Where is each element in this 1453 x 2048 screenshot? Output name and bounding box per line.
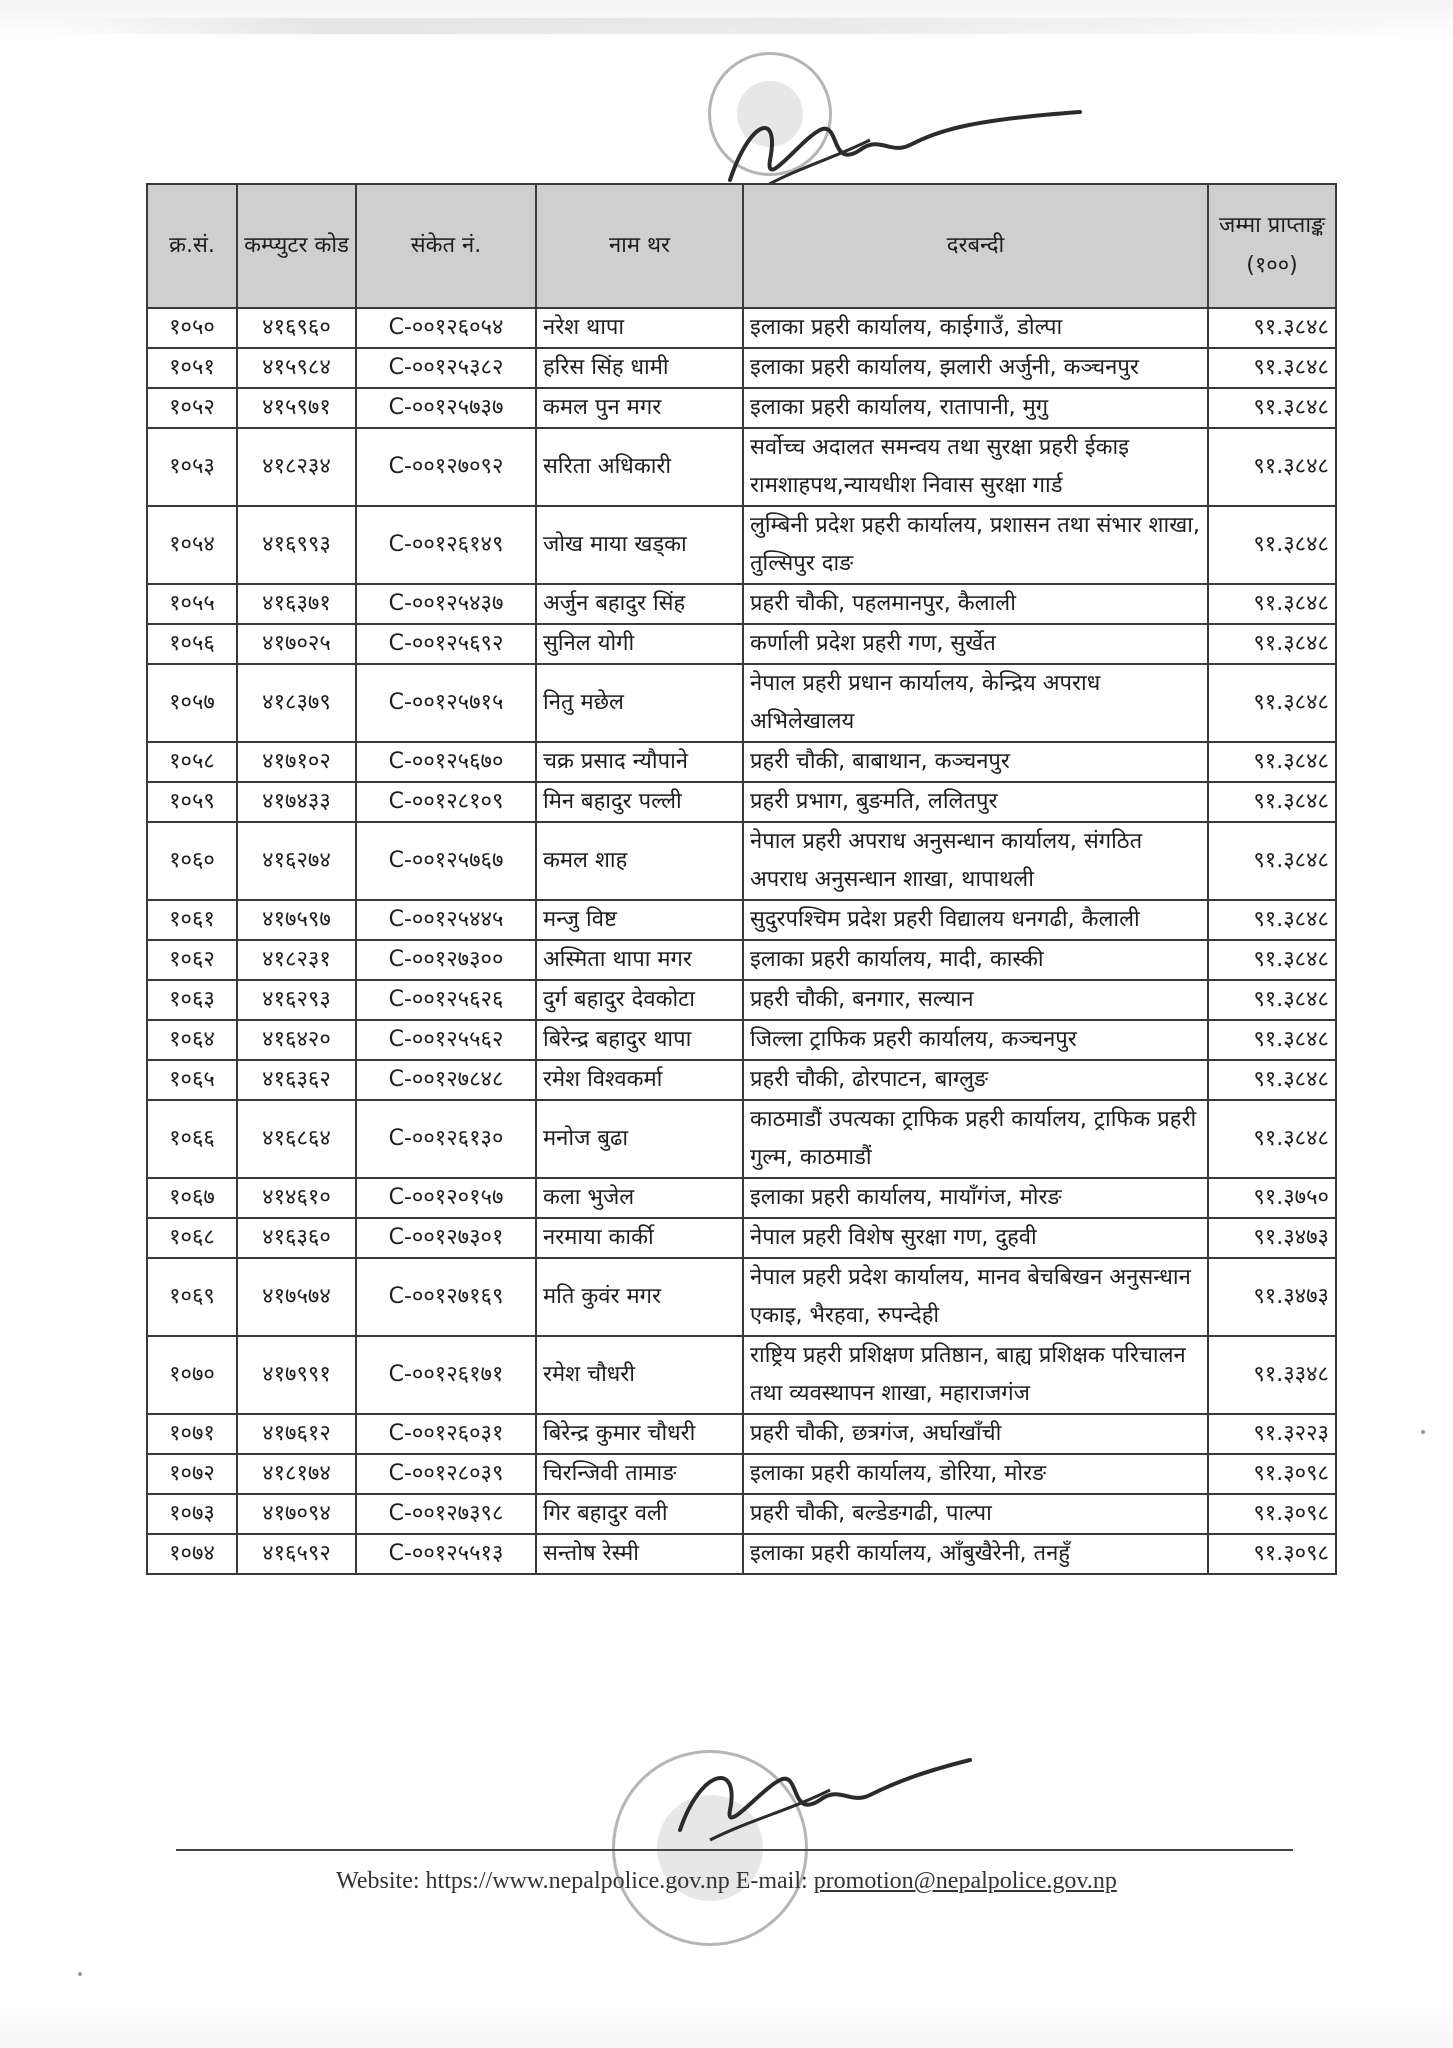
cell-computer-code: ४१८३७९ bbox=[237, 664, 356, 742]
cell-name: हरिस सिंह धामी bbox=[536, 348, 743, 388]
table-header-row bbox=[147, 184, 1336, 308]
cell-posting: इलाका प्रहरी कार्यालय, मायाँगंज, मोरङ bbox=[743, 1178, 1208, 1218]
cell-score: ९१.३८४८ bbox=[1208, 308, 1336, 348]
cell-symbol-no: C-००१२८१०९ bbox=[356, 782, 536, 822]
cell-posting: सुदुरपश्चिम प्रदेश प्रहरी विद्यालय धनगढी, कैलाली bbox=[743, 900, 1208, 940]
cell-serial: १०६४ bbox=[147, 1020, 237, 1060]
cell-symbol-no: C-००१२७०९२ bbox=[356, 428, 536, 506]
cell-computer-code: ४१८२३४ bbox=[237, 428, 356, 506]
cell-computer-code: ४१७१०२ bbox=[237, 742, 356, 782]
table-row bbox=[147, 1494, 1336, 1534]
footer bbox=[0, 1868, 1453, 1895]
cell-serial: १०५५ bbox=[147, 584, 237, 624]
cell-posting: प्रहरी चौकी, बल्डेङगढी, पाल्पा bbox=[743, 1494, 1208, 1534]
table-row bbox=[147, 1534, 1336, 1574]
cell-name: रमेश विश्वकर्मा bbox=[536, 1060, 743, 1100]
table-row bbox=[147, 742, 1336, 782]
cell-computer-code: ४१६५९२ bbox=[237, 1534, 356, 1574]
footer-email-link[interactable]: promotion@nepalpolice.gov.np bbox=[813, 1868, 1117, 1894]
cell-symbol-no: C-००१२०१५७ bbox=[356, 1178, 536, 1218]
cell-score: ९१.३८४८ bbox=[1208, 388, 1336, 428]
cell-posting: लुम्बिनी प्रदेश प्रहरी कार्यालय, प्रशासन तथा संभार शाखा, तुल्सिपुर दाङ bbox=[743, 506, 1208, 584]
table-row bbox=[147, 1100, 1336, 1178]
cell-score: ९१.३८४८ bbox=[1208, 900, 1336, 940]
header-posting: दरबन्दी bbox=[743, 184, 1208, 308]
cell-score: ९१.३८४८ bbox=[1208, 624, 1336, 664]
table-row bbox=[147, 1336, 1336, 1414]
header-total-marks: जम्मा प्राप्ताङ्क (१००) bbox=[1208, 184, 1336, 308]
cell-symbol-no: C-००१२७१६९ bbox=[356, 1258, 536, 1336]
cell-name: सुनिल योगी bbox=[536, 624, 743, 664]
cell-name: जोख माया खड्का bbox=[536, 506, 743, 584]
cell-score: ९१.३०९८ bbox=[1208, 1494, 1336, 1534]
cell-name: कमल पुन मगर bbox=[536, 388, 743, 428]
cell-posting: इलाका प्रहरी कार्यालय, रातापानी, मुगु bbox=[743, 388, 1208, 428]
cell-posting: नेपाल प्रहरी अपराध अनुसन्धान कार्यालय, संगठित अपराध अनुसन्धान शाखा, थापाथली bbox=[743, 822, 1208, 900]
table-row bbox=[147, 624, 1336, 664]
table-row bbox=[147, 388, 1336, 428]
table-row bbox=[147, 900, 1336, 940]
cell-computer-code: ४१६३७१ bbox=[237, 584, 356, 624]
cell-name: सरिता अधिकारी bbox=[536, 428, 743, 506]
cell-score: ९१.३८४८ bbox=[1208, 980, 1336, 1020]
cell-posting: नेपाल प्रहरी विशेष सुरक्षा गण, दुहवी bbox=[743, 1218, 1208, 1258]
cell-serial: १०७३ bbox=[147, 1494, 237, 1534]
cell-symbol-no: C-००१२७३०१ bbox=[356, 1218, 536, 1258]
cell-symbol-no: C-००१२७३९८ bbox=[356, 1494, 536, 1534]
cell-symbol-no: C-००१२५६९२ bbox=[356, 624, 536, 664]
cell-serial: १०५४ bbox=[147, 506, 237, 584]
cell-posting: नेपाल प्रहरी प्रधान कार्यालय, केन्द्रिय अपराध अभिलेखालय bbox=[743, 664, 1208, 742]
cell-score: ९१.३८४८ bbox=[1208, 940, 1336, 980]
cell-symbol-no: C-००१२५६७० bbox=[356, 742, 536, 782]
cell-posting: प्रहरी चौकी, बाबाथान, कञ्चनपुर bbox=[743, 742, 1208, 782]
table-row bbox=[147, 980, 1336, 1020]
cell-computer-code: ४१७४३३ bbox=[237, 782, 356, 822]
table-row bbox=[147, 1020, 1336, 1060]
cell-serial: १०६० bbox=[147, 822, 237, 900]
cell-score: ९१.३३४८ bbox=[1208, 1336, 1336, 1414]
cell-symbol-no: C-००१२८०३९ bbox=[356, 1454, 536, 1494]
table-row bbox=[147, 506, 1336, 584]
cell-posting: इलाका प्रहरी कार्यालय, झलारी अर्जुनी, कञ्चनपुर bbox=[743, 348, 1208, 388]
cell-score: ९१.३८४८ bbox=[1208, 348, 1336, 388]
cell-posting: प्रहरी चौकी, बनगार, सल्यान bbox=[743, 980, 1208, 1020]
cell-posting: सर्वोच्च अदालत समन्वय तथा सुरक्षा प्रहरी ईकाइ रामशाहपथ,न्यायधीश निवास सुरक्षा गार्ड bbox=[743, 428, 1208, 506]
cell-score: ९१.३८४८ bbox=[1208, 506, 1336, 584]
cell-serial: १०६५ bbox=[147, 1060, 237, 1100]
cell-computer-code: ४१७०२५ bbox=[237, 624, 356, 664]
cell-computer-code: ४१७०९४ bbox=[237, 1494, 356, 1534]
cell-name: मनोज बुढा bbox=[536, 1100, 743, 1178]
cell-serial: १०५६ bbox=[147, 624, 237, 664]
footer-website[interactable]: Website: https://www.nepalpolice.gov.np bbox=[336, 1868, 730, 1894]
cell-serial: १०६६ bbox=[147, 1100, 237, 1178]
cell-serial: १०६८ bbox=[147, 1218, 237, 1258]
cell-posting: प्रहरी प्रभाग, बुङमति, ललितपुर bbox=[743, 782, 1208, 822]
cell-posting: प्रहरी चौकी, पहलमानपुर, कैलाली bbox=[743, 584, 1208, 624]
cell-posting: काठमाडौं उपत्यका ट्राफिक प्रहरी कार्यालय, ट्राफिक प्रहरी गुल्म, काठमाडौं bbox=[743, 1100, 1208, 1178]
header-computer-code: कम्प्युटर कोड bbox=[237, 184, 356, 308]
cell-serial: १०६७ bbox=[147, 1178, 237, 1218]
scan-speck bbox=[1421, 1430, 1425, 1434]
cell-posting: कर्णाली प्रदेश प्रहरी गण, सुर्खेत bbox=[743, 624, 1208, 664]
cell-name: मिन बहादुर पल्ली bbox=[536, 782, 743, 822]
cell-name: गिर बहादुर वली bbox=[536, 1494, 743, 1534]
cell-serial: १०५९ bbox=[147, 782, 237, 822]
cell-computer-code: ४१५९८४ bbox=[237, 348, 356, 388]
cell-posting: जिल्ला ट्राफिक प्रहरी कार्यालय, कञ्चनपुर bbox=[743, 1020, 1208, 1060]
cell-posting: प्रहरी चौकी, ढोरपाटन, बाग्लुङ bbox=[743, 1060, 1208, 1100]
cell-symbol-no: C-००१२७८४८ bbox=[356, 1060, 536, 1100]
table-row bbox=[147, 664, 1336, 742]
cell-serial: १०७४ bbox=[147, 1534, 237, 1574]
cell-name: बिरेन्द्र बहादुर थापा bbox=[536, 1020, 743, 1060]
table-row bbox=[147, 1060, 1336, 1100]
cell-posting: इलाका प्रहरी कार्यालय, डोरिया, मोरङ bbox=[743, 1454, 1208, 1494]
table-row bbox=[147, 782, 1336, 822]
cell-posting: राष्ट्रिय प्रहरी प्रशिक्षण प्रतिष्ठान, बाह्य प्रशिक्षक परिचालन तथा व्यवस्थापन शाखा, महाराजगंज bbox=[743, 1336, 1208, 1414]
cell-computer-code: ४१८१७४ bbox=[237, 1454, 356, 1494]
cell-score: ९१.३८४८ bbox=[1208, 1060, 1336, 1100]
table-row bbox=[147, 584, 1336, 624]
cell-serial: १०६१ bbox=[147, 900, 237, 940]
cell-computer-code: ४१७६१२ bbox=[237, 1414, 356, 1454]
footer-email-label: E-mail: bbox=[735, 1868, 808, 1894]
cell-score: ९१.३२२३ bbox=[1208, 1414, 1336, 1454]
cell-symbol-no: C-००१२५३८२ bbox=[356, 348, 536, 388]
cell-posting: प्रहरी चौकी, छत्रगंज, अर्घाखाँची bbox=[743, 1414, 1208, 1454]
table-row bbox=[147, 1454, 1336, 1494]
cell-score: ९१.३८४८ bbox=[1208, 782, 1336, 822]
cell-serial: १०५० bbox=[147, 308, 237, 348]
cell-score: ९१.३०९८ bbox=[1208, 1534, 1336, 1574]
cell-computer-code: ४१६२९३ bbox=[237, 980, 356, 1020]
cell-name: कला भुजेल bbox=[536, 1178, 743, 1218]
table-row bbox=[147, 1414, 1336, 1454]
table-row bbox=[147, 940, 1336, 980]
header-symbol-no: संकेत नं. bbox=[356, 184, 536, 308]
cell-computer-code: ४१७५७४ bbox=[237, 1258, 356, 1336]
cell-symbol-no: C-००१२५७३७ bbox=[356, 388, 536, 428]
cell-score: ९१.३८४८ bbox=[1208, 1100, 1336, 1178]
cell-symbol-no: C-००१२५४३७ bbox=[356, 584, 536, 624]
cell-name: बिरेन्द्र कुमार चौधरी bbox=[536, 1414, 743, 1454]
cell-score: ९१.३८४८ bbox=[1208, 822, 1336, 900]
cell-symbol-no: C-००१२६०३१ bbox=[356, 1414, 536, 1454]
cell-posting: इलाका प्रहरी कार्यालय, काईगाउँ, डोल्पा bbox=[743, 308, 1208, 348]
cell-name: मन्जु विष्ट bbox=[536, 900, 743, 940]
cell-name: मति कुवंर मगर bbox=[536, 1258, 743, 1336]
cell-symbol-no: C-००१२६०५४ bbox=[356, 308, 536, 348]
cell-name: चक्र प्रसाद न्यौपाने bbox=[536, 742, 743, 782]
cell-computer-code: ४१८२३१ bbox=[237, 940, 356, 980]
cell-serial: १०७० bbox=[147, 1336, 237, 1414]
cell-score: ९१.३८४८ bbox=[1208, 742, 1336, 782]
table-row bbox=[147, 348, 1336, 388]
cell-computer-code: ४१६९९३ bbox=[237, 506, 356, 584]
cell-computer-code: ४१६२७४ bbox=[237, 822, 356, 900]
cell-serial: १०५७ bbox=[147, 664, 237, 742]
cell-serial: १०५१ bbox=[147, 348, 237, 388]
footer-divider bbox=[176, 1849, 1293, 1851]
header-name: नाम थर bbox=[536, 184, 743, 308]
cell-name: नरेश थापा bbox=[536, 308, 743, 348]
cell-symbol-no: C-००१२५६२६ bbox=[356, 980, 536, 1020]
cell-name: रमेश चौधरी bbox=[536, 1336, 743, 1414]
results-table bbox=[146, 183, 1337, 1575]
scan-speck bbox=[78, 1972, 82, 1976]
cell-computer-code: ४१६४२० bbox=[237, 1020, 356, 1060]
cell-serial: १०६३ bbox=[147, 980, 237, 1020]
cell-computer-code: ४१६८६४ bbox=[237, 1100, 356, 1178]
cell-symbol-no: C-००१२६१३० bbox=[356, 1100, 536, 1178]
cell-name: सन्तोष रेस्मी bbox=[536, 1534, 743, 1574]
cell-name: दुर्ग बहादुर देवकोटा bbox=[536, 980, 743, 1020]
cell-serial: १०६२ bbox=[147, 940, 237, 980]
cell-serial: १०५८ bbox=[147, 742, 237, 782]
cell-name: अर्जुन बहादुर सिंह bbox=[536, 584, 743, 624]
cell-symbol-no: C-००१२५५१३ bbox=[356, 1534, 536, 1574]
cell-score: ९१.३७५० bbox=[1208, 1178, 1336, 1218]
cell-computer-code: ४१६३६० bbox=[237, 1218, 356, 1258]
cell-serial: १०६९ bbox=[147, 1258, 237, 1336]
table-row bbox=[147, 1258, 1336, 1336]
cell-score: ९१.३०९८ bbox=[1208, 1454, 1336, 1494]
cell-score: ९१.३८४८ bbox=[1208, 664, 1336, 742]
cell-name: नितु मछेल bbox=[536, 664, 743, 742]
cell-name: कमल शाह bbox=[536, 822, 743, 900]
cell-computer-code: ४१६३६२ bbox=[237, 1060, 356, 1100]
cell-posting: नेपाल प्रहरी प्रदेश कार्यालय, मानव बेचबिखन अनुसन्धान एकाइ, भैरहवा, रुपन्देही bbox=[743, 1258, 1208, 1336]
cell-symbol-no: C-००१२५५६२ bbox=[356, 1020, 536, 1060]
cell-computer-code: ४१६९६० bbox=[237, 308, 356, 348]
cell-posting: इलाका प्रहरी कार्यालय, मादी, कास्की bbox=[743, 940, 1208, 980]
cell-computer-code: ४१४६१० bbox=[237, 1178, 356, 1218]
cell-name: अस्मिता थापा मगर bbox=[536, 940, 743, 980]
table-row bbox=[147, 1218, 1336, 1258]
table-row bbox=[147, 308, 1336, 348]
cell-serial: १०७२ bbox=[147, 1454, 237, 1494]
table-row bbox=[147, 428, 1336, 506]
cell-computer-code: ४१७९९१ bbox=[237, 1336, 356, 1414]
cell-symbol-no: C-००१२७३०० bbox=[356, 940, 536, 980]
cell-score: ९१.३४७३ bbox=[1208, 1218, 1336, 1258]
cell-computer-code: ४१५९७१ bbox=[237, 388, 356, 428]
cell-score: ९१.३८४८ bbox=[1208, 428, 1336, 506]
cell-name: चिरन्जिवी तामाङ bbox=[536, 1454, 743, 1494]
cell-symbol-no: C-००१२५७६७ bbox=[356, 822, 536, 900]
cell-score: ९१.३४७३ bbox=[1208, 1258, 1336, 1336]
table-row bbox=[147, 1178, 1336, 1218]
cell-score: ९१.३८४८ bbox=[1208, 1020, 1336, 1060]
cell-symbol-no: C-००१२५७१५ bbox=[356, 664, 536, 742]
cell-serial: १०७१ bbox=[147, 1414, 237, 1454]
cell-symbol-no: C-००१२५४४५ bbox=[356, 900, 536, 940]
scan-smudge bbox=[60, 18, 1400, 34]
cell-symbol-no: C-००१२६१४९ bbox=[356, 506, 536, 584]
cell-score: ९१.३८४८ bbox=[1208, 584, 1336, 624]
cell-posting: इलाका प्रहरी कार्यालय, आँबुखैरेनी, तनहुँ bbox=[743, 1534, 1208, 1574]
cell-computer-code: ४१७५९७ bbox=[237, 900, 356, 940]
cell-name: नरमाया कार्की bbox=[536, 1218, 743, 1258]
signature-bottom bbox=[660, 1740, 980, 1850]
table-row bbox=[147, 822, 1336, 900]
cell-symbol-no: C-००१२६१७१ bbox=[356, 1336, 536, 1414]
header-serial: क्र.सं. bbox=[147, 184, 237, 308]
cell-serial: १०५३ bbox=[147, 428, 237, 506]
cell-serial: १०५२ bbox=[147, 388, 237, 428]
